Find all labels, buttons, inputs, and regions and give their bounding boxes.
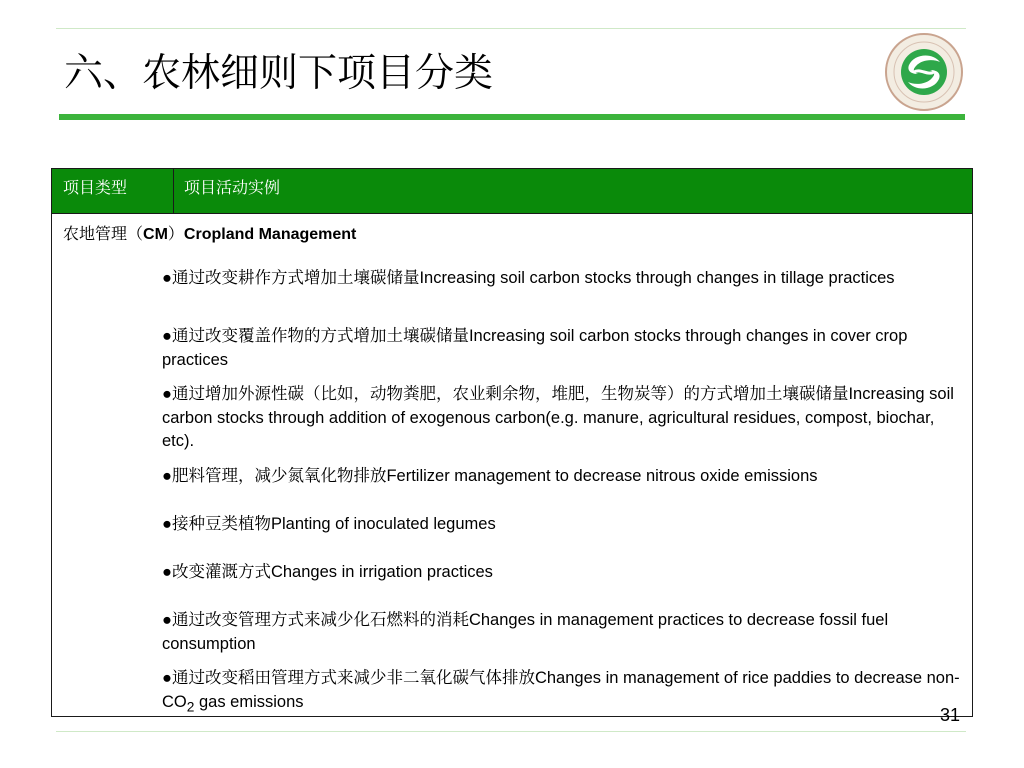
bullet-icon: ● (162, 467, 172, 485)
item-zh: 通过改变耕作方式增加土壤碳储量 (171, 268, 420, 287)
header-divider (173, 169, 174, 213)
item-en-subscript: 2 (186, 698, 195, 714)
bullet-icon: ● (162, 515, 172, 533)
section-label-zh: 农地管理（ (63, 224, 144, 243)
bullet-icon: ● (162, 611, 172, 629)
list-item (162, 666, 968, 718)
section-abbr: CM (143, 226, 168, 243)
item-en: Increasing soil carbon stocks through addition of exogenous carbon(e.g. manure, agricultural residues, compost, biochar, etc). (162, 385, 954, 450)
bullet-icon: ● (162, 327, 172, 345)
item-zh: 通过改变覆盖作物的方式增加土壤碳储量 (171, 326, 469, 345)
item-zh: 改变灌溉方式 (171, 562, 271, 581)
header-project-type: 项目类型 (63, 178, 128, 197)
page-number: 31 (939, 705, 960, 725)
list-item (162, 324, 968, 372)
section-cropland-management (63, 224, 356, 245)
item-en: Planting of inoculated legumes (270, 515, 496, 533)
section-label-zh-close: ） (167, 224, 184, 243)
bullet-icon: ● (162, 669, 172, 687)
item-zh: 通过改变管理方式来减少化石燃料的消耗 (171, 610, 469, 629)
item-zh: 肥料管理，减少氮氧化物排放 (171, 466, 387, 485)
bottom-divider (56, 731, 966, 732)
top-divider (56, 28, 966, 29)
list-item (162, 608, 968, 656)
item-zh: 接种豆类植物 (171, 514, 271, 533)
section-label-en: Cropland Management (183, 226, 357, 243)
title-underline (59, 114, 965, 120)
bullet-icon: ● (162, 563, 172, 581)
list-item (162, 382, 968, 454)
item-zh: 通过增加外源性碳（比如，动物粪肥，农业剩余物，堆肥，生物炭等）的方式增加土壤碳储量 (171, 384, 849, 403)
item-en: Increasing soil carbon stocks through changes in cover crop practices (162, 327, 908, 369)
list-item (162, 464, 968, 489)
item-en-after: gas emissions (194, 692, 304, 711)
bullet-icon: ● (162, 269, 172, 287)
list-item (162, 266, 968, 291)
project-type-table (51, 168, 973, 717)
item-en: Fertilizer management to decrease nitrous oxide emissions (386, 467, 818, 485)
header-project-examples: 项目活动实例 (184, 178, 281, 197)
item-zh: 通过改变稻田管理方式来减少非二氧化碳气体排放 (171, 668, 535, 687)
page-title: 六、农林细则下项目分类 (64, 51, 494, 96)
list-item (162, 512, 968, 537)
bullet-icon: ● (162, 385, 172, 403)
item-en: Changes in management practices to decrease fossil fuel consumption (162, 611, 889, 653)
organization-seal-logo-icon (884, 32, 964, 112)
item-en-before: Changes in management of rice paddies to decrease non-CO (162, 669, 960, 711)
item-en: Increasing soil carbon stocks through changes in tillage practices (419, 269, 895, 287)
list-item (162, 560, 968, 585)
item-en: Changes in irrigation practices (270, 563, 493, 581)
table-header-row (52, 169, 972, 214)
